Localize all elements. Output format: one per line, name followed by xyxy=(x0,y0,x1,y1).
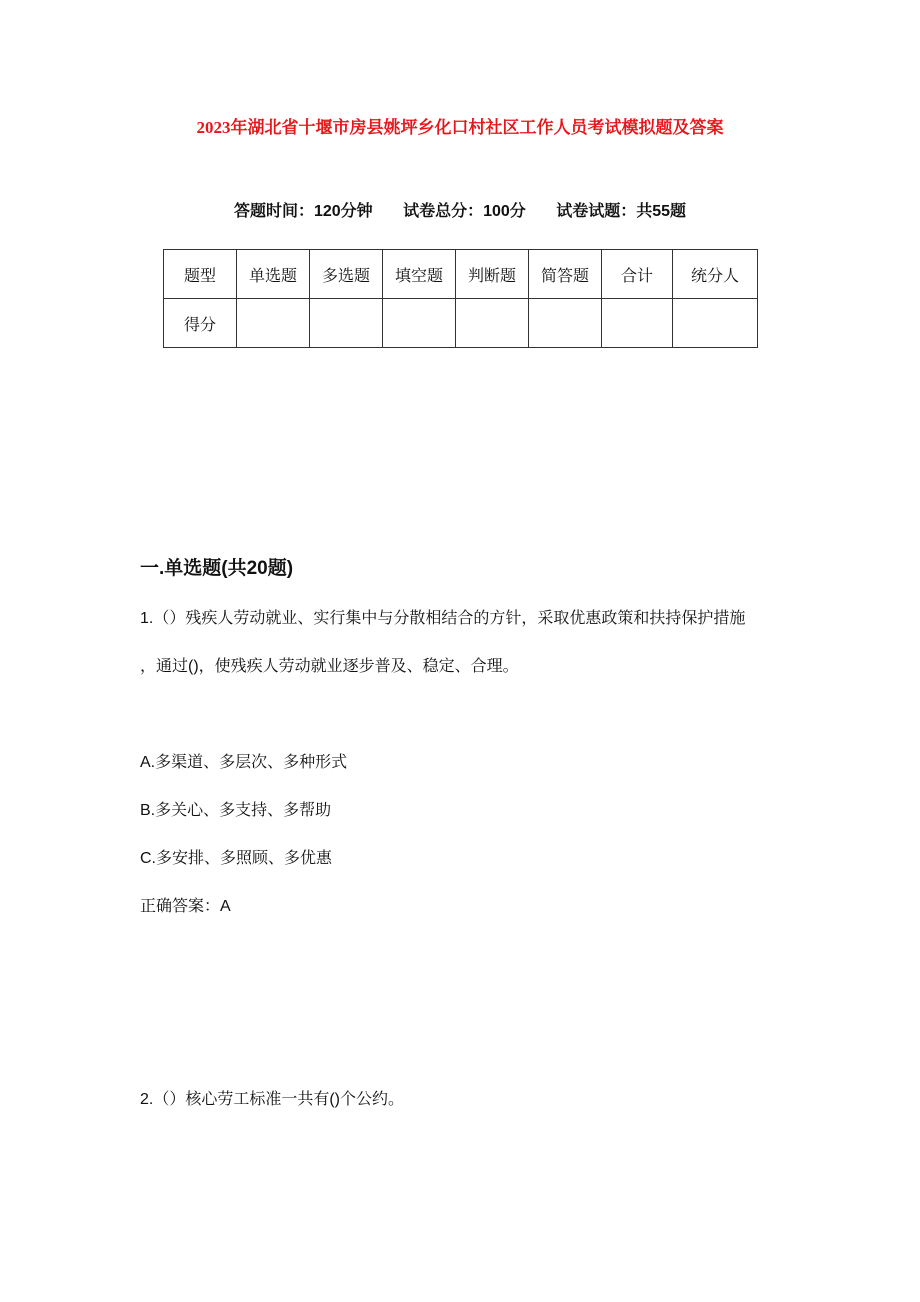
score-cell[interactable] xyxy=(237,299,310,348)
exam-question-count: 试卷试题：共55题 xyxy=(556,203,687,220)
score-table xyxy=(163,249,758,348)
header-cell: 单选题 xyxy=(237,250,310,299)
section-heading: 一.单选题(共20题) xyxy=(140,558,294,579)
option-c: C.多安排、多照顾、多优惠 xyxy=(140,850,333,867)
score-cell[interactable] xyxy=(383,299,456,348)
header-cell: 填空题 xyxy=(383,250,456,299)
header-cell: 合计 xyxy=(602,250,673,299)
option-b: B.多关心、多支持、多帮助 xyxy=(140,802,332,819)
header-cell: 多选题 xyxy=(310,250,383,299)
exam-time: 答题时间：120分钟 xyxy=(233,203,373,220)
question-2-text: 2.（）核心劳工标准一共有()个公约。 xyxy=(140,1091,405,1108)
score-cell[interactable] xyxy=(673,299,758,348)
header-cell: 统分人 xyxy=(673,250,758,299)
score-cell[interactable] xyxy=(529,299,602,348)
score-cell[interactable] xyxy=(310,299,383,348)
score-table-header xyxy=(164,250,758,299)
document-title: 2023年湖北省十堰市房县姚坪乡化口村社区工作人员考试模拟题及答案 xyxy=(196,118,724,137)
exam-total-score: 试卷总分：100分 xyxy=(403,203,526,220)
question-1-text: 1.（）残疾人劳动就业、实行集中与分散相结合的方针，采取优惠政策和扶持保护措施 xyxy=(140,610,746,627)
score-cell[interactable] xyxy=(602,299,673,348)
exam-info xyxy=(0,198,920,221)
question-1-text-cont: ，通过()，使残疾人劳动就业逐步普及、稳定、合理。 xyxy=(140,658,519,675)
header-cell: 判断题 xyxy=(456,250,529,299)
header-cell: 简答题 xyxy=(529,250,602,299)
option-a: A.多渠道、多层次、多种形式 xyxy=(140,754,348,771)
question-1-answer: 正确答案：A xyxy=(140,898,231,915)
score-row xyxy=(164,299,758,348)
score-row-label: 得分 xyxy=(164,299,237,348)
score-cell[interactable] xyxy=(456,299,529,348)
header-cell: 题型 xyxy=(164,250,237,299)
